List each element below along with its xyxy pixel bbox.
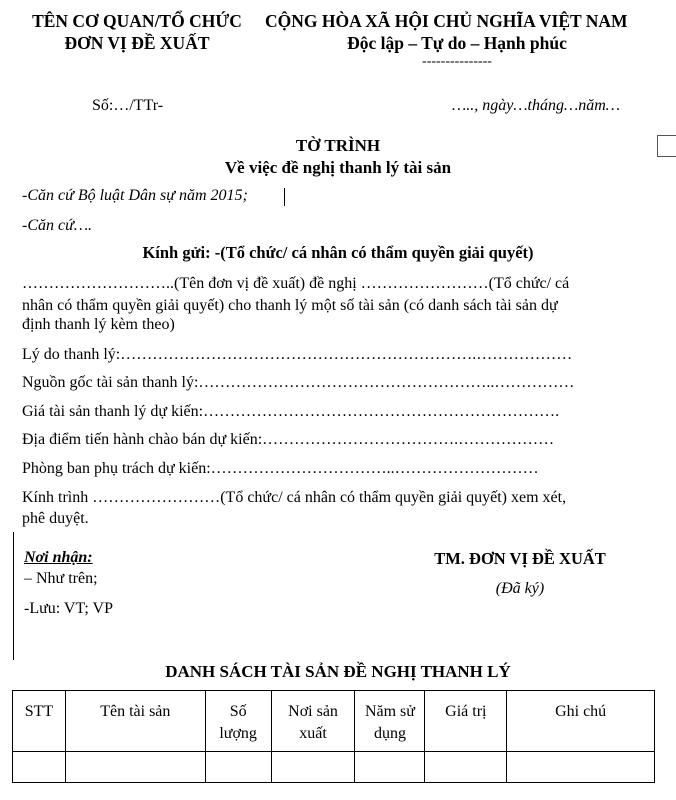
table-row xyxy=(13,752,655,783)
closing-line-1: Kính trình ……………………(Tổ chức/ cá nhân có thẩm quyền giải quyết) xem xét, xyxy=(22,489,567,506)
addressee: Kính gửi: -(Tổ chức/ cá nhân có thẩm quyền giải quyết) xyxy=(142,243,534,262)
org-name: TÊN CƠ QUAN/TỔ CHỨC xyxy=(32,11,242,31)
reason-field: Lý do thanh lý:………………………………………………………….……………… xyxy=(22,346,573,363)
signature-title: TM. ĐƠN VỊ ĐỀ XUẤT xyxy=(434,549,606,568)
col-quantity: Số lượng xyxy=(205,691,271,752)
asset-list-title: DANH SÁCH TÀI SẢN ĐỀ NGHỊ THANH LÝ xyxy=(165,662,511,681)
department-field: Phòng ban phụ trách dự kiến:……………………………..……………………… xyxy=(22,460,539,477)
national-motto: Độc lập – Tự do – Hạnh phúc xyxy=(347,33,567,53)
request-line-3: định thanh lý kèm theo) xyxy=(22,316,175,333)
document-title: TỜ TRÌNH xyxy=(295,136,381,155)
motto-rule: --------------- xyxy=(422,54,492,69)
legal-basis-1: -Căn cứ Bộ luật Dân sự năm 2015; xyxy=(22,187,248,204)
document-subject: Về việc đề nghị thanh lý tài sản xyxy=(224,158,452,177)
col-year-used: Năm sử dụng xyxy=(355,691,425,752)
recipients-label: Nơi nhận: xyxy=(24,549,93,566)
location-field: Địa điểm tiến hành chào bán dự kiến:……………………………….……………… xyxy=(22,431,555,448)
origin-field: Nguồn gốc tài sản thanh lý:………………………………………………..…………… xyxy=(22,374,575,391)
document-number: Số:…/TTr- xyxy=(92,97,164,114)
recipient-2: -Lưu: VT; VP xyxy=(24,600,113,617)
nation-title: CỘNG HÒA XÃ HỘI CHỦ NGHĨA VIỆT NAM xyxy=(265,11,628,31)
closing-line-2: phê duyệt. xyxy=(22,510,89,527)
table-header-row xyxy=(13,691,655,752)
col-note: Ghi chú xyxy=(507,691,655,752)
col-origin: Nơi sản xuất xyxy=(271,691,355,752)
margin-line xyxy=(13,532,14,660)
asset-table xyxy=(12,690,655,783)
col-asset-name: Tên tài sản xyxy=(65,691,205,752)
text-cursor xyxy=(284,188,285,206)
proposing-unit: ĐƠN VỊ ĐỀ XUẤT xyxy=(64,33,210,53)
price-field: Giá tài sản thanh lý dự kiến:…………………………………………………………. xyxy=(22,403,560,420)
signature-note: (Đã ký) xyxy=(495,580,545,597)
request-line-1: ………………………..(Tên đơn vị đề xuất) đề nghị ……………………(Tổ chức/ cá xyxy=(22,275,570,292)
request-line-2: nhân có thẩm quyền giải quyết) cho thanh lý một số tài sản (có danh sách tài sản dự xyxy=(22,297,558,314)
legal-basis-2: -Căn cứ…. xyxy=(22,217,93,234)
col-value: Giá trị xyxy=(425,691,507,752)
col-stt: STT xyxy=(13,691,66,752)
recipient-1: – Như trên; xyxy=(24,570,98,587)
date-line: ….., ngày…tháng…năm… xyxy=(452,97,621,114)
